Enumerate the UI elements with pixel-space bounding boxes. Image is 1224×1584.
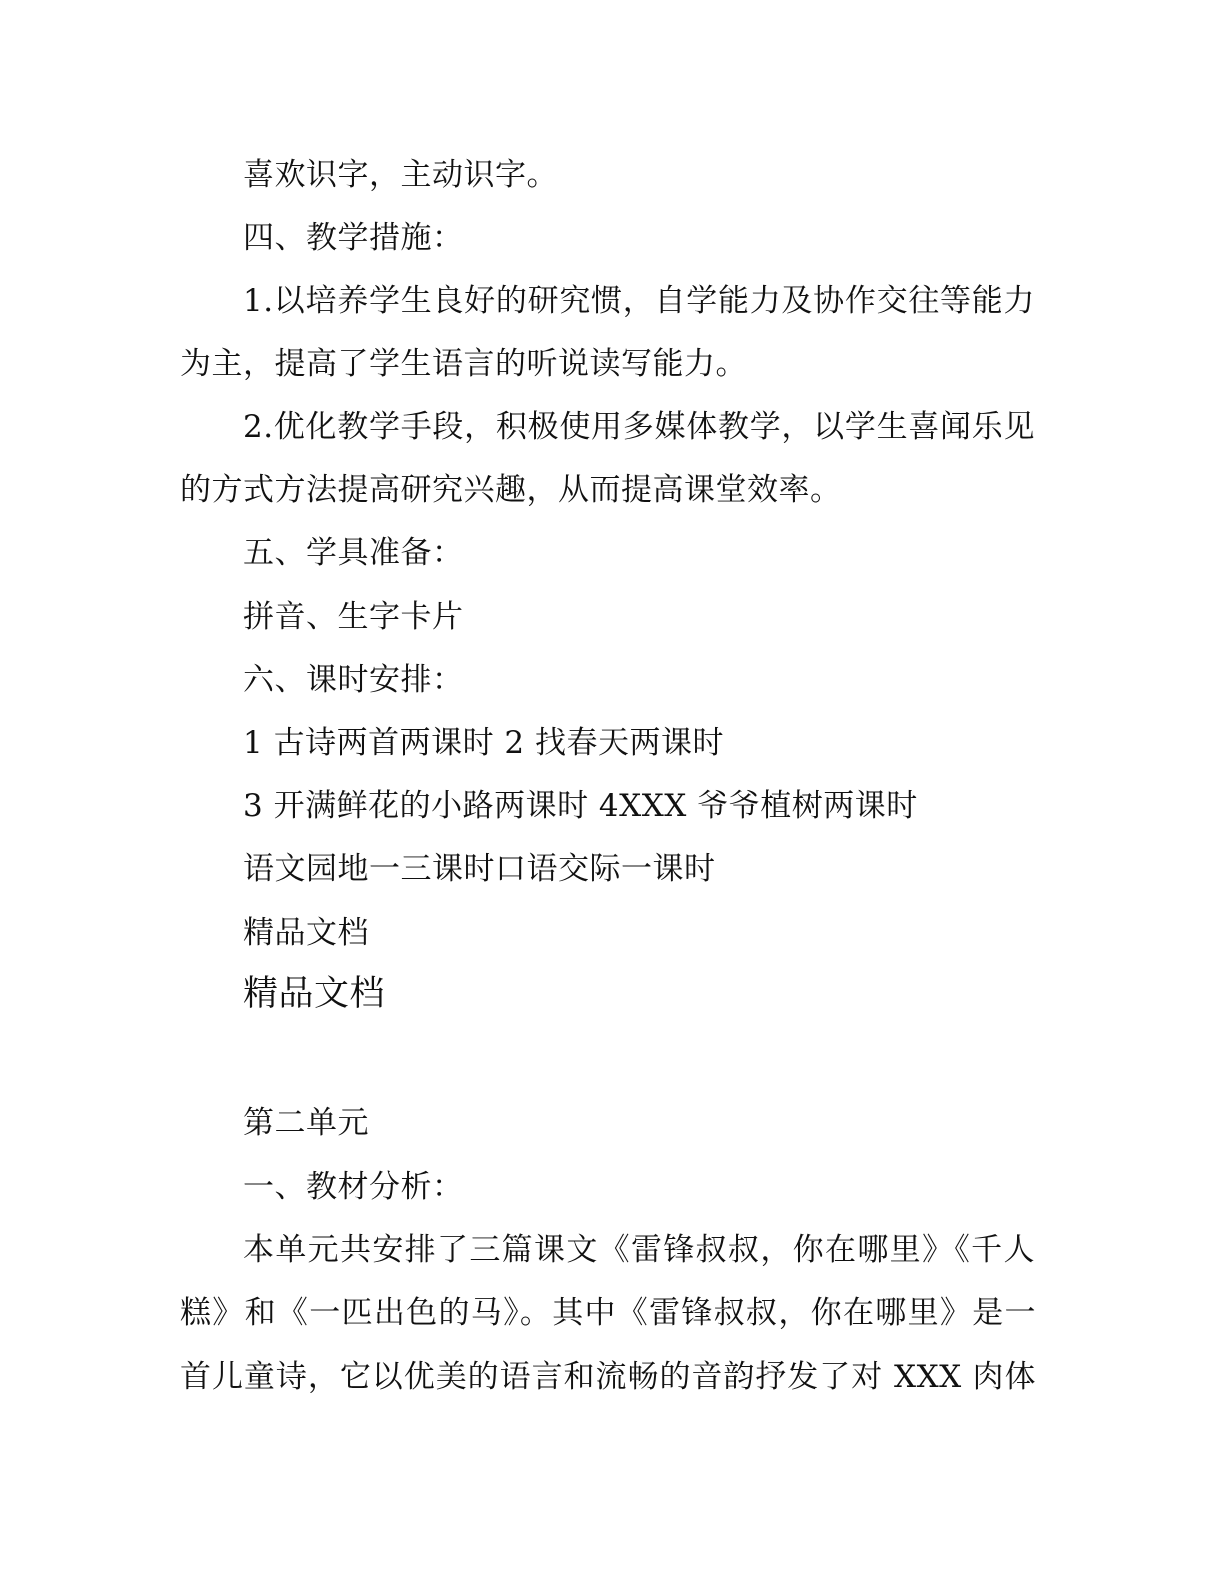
text-line-6: 的方式方法提高研究兴趣，从而提高课堂效率。 [180, 472, 842, 508]
schedule-line-1: 1 古诗两首两课时 2 找春天两课时 [243, 725, 725, 761]
text-line-3: 1.以培养学生良好的研究惯，自学能力及协作交往等能力 [243, 283, 1035, 319]
watermark-text-large: 精品文档 [243, 974, 386, 1014]
schedule-line-2: 3 开满鲜花的小路两课时 4XXX 爷爷植树两课时 [243, 788, 918, 824]
schedule-line-3: 语文园地一三课时口语交际一课时 [243, 851, 716, 887]
watermark-text: 精品文档 [243, 915, 369, 951]
text-line-8: 拼音、生字卡片 [243, 599, 464, 635]
text-line-4: 为主，提高了学生语言的听说读写能力。 [180, 346, 747, 382]
section-heading-materials: 五、学具准备： [243, 535, 464, 571]
text-line-17: 本单元共安排了三篇课文《雷锋叔叔，你在哪里》《千人 [243, 1232, 1035, 1268]
unit-title: 第二单元 [243, 1105, 369, 1141]
section-heading-schedule: 六、课时安排： [243, 662, 464, 698]
section-heading-teaching-measures: 四、教学措施： [243, 220, 464, 256]
text-line-1: 喜欢识字，主动识字。 [243, 157, 558, 193]
text-line-5: 2.优化教学手段，积极使用多媒体教学，以学生喜闻乐见 [243, 409, 1035, 445]
text-line-18: 糕》和《一匹出色的马》。其中《雷锋叔叔，你在哪里》是一 [180, 1295, 1036, 1331]
text-line-19: 首儿童诗，它以优美的语言和流畅的音韵抒发了对 XXX 肉体 [180, 1359, 1036, 1395]
section-heading-analysis: 一、教材分析： [243, 1169, 464, 1205]
